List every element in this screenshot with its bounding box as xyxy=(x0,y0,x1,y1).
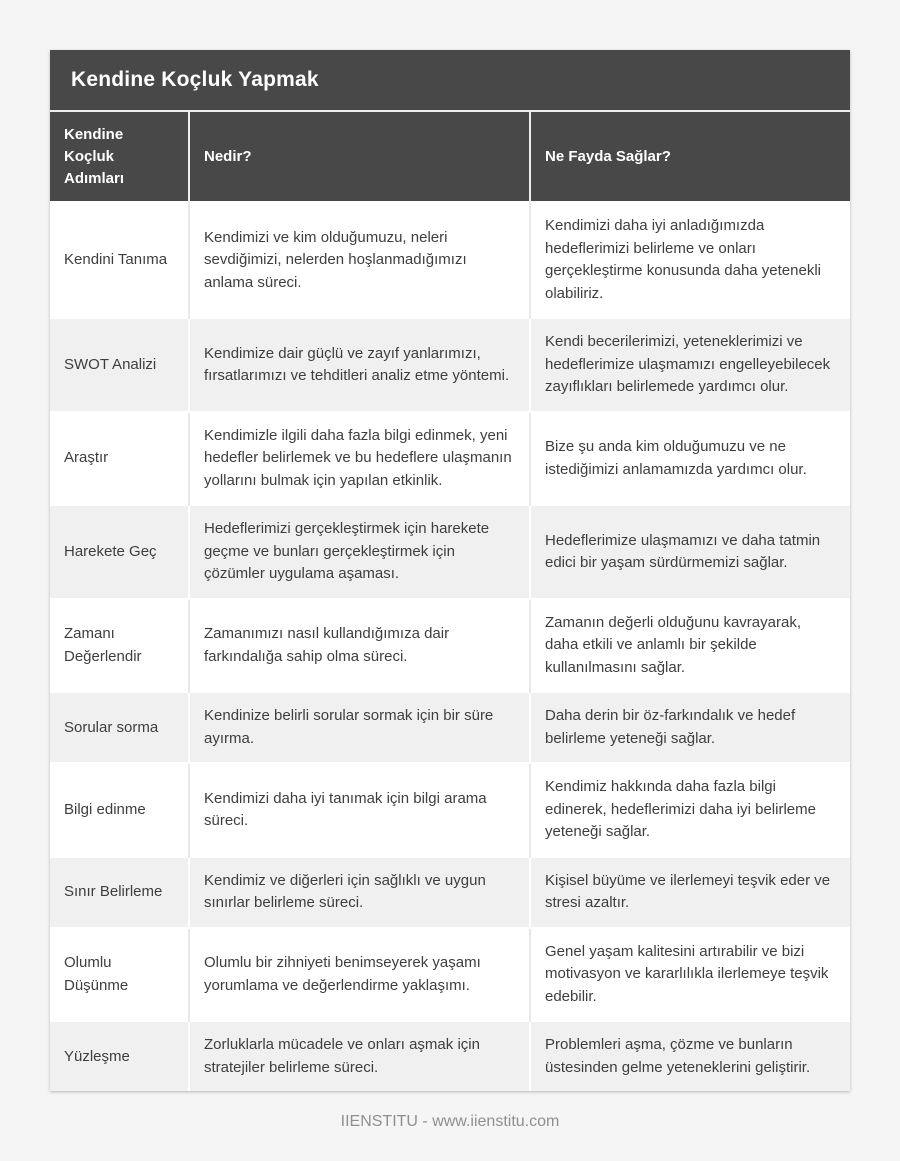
column-header-steps: Kendine Koçluk Adımları xyxy=(50,112,189,202)
step-cell: Zamanı Değerlendir xyxy=(50,599,189,693)
table-row xyxy=(50,1021,850,1091)
step-cell: Kendini Tanıma xyxy=(50,202,189,318)
benefit-cell: Hedeflerimize ulaşmamızı ve daha tatmin edici bir yaşam sürdürmemizi sağlar. xyxy=(530,505,850,599)
benefit-cell: Problemleri aşma, çözme ve bunların üstesinden gelme yeteneklerini geliştirir. xyxy=(530,1021,850,1091)
definition-cell: Kendimiz ve diğerleri için sağlıklı ve uygun sınırlar belirleme süreci. xyxy=(189,857,530,928)
definition-cell: Zorluklarla mücadele ve onları aşmak için stratejiler belirleme süreci. xyxy=(189,1021,530,1091)
step-cell: Harekete Geç xyxy=(50,505,189,599)
definition-cell: Kendimizi ve kim olduğumuzu, neleri sevdiğimizi, nelerden hoşlanmadığımızı anlama süreci. xyxy=(189,202,530,318)
table-row xyxy=(50,318,850,412)
step-cell: SWOT Analizi xyxy=(50,318,189,412)
table-row xyxy=(50,692,850,763)
step-cell: Yüzleşme xyxy=(50,1021,189,1091)
step-cell: Bilgi edinme xyxy=(50,763,189,857)
table-row xyxy=(50,763,850,857)
definition-cell: Kendinize belirli sorular sormak için bir süre ayırma. xyxy=(189,692,530,763)
benefit-cell: Kişisel büyüme ve ilerlemeyi teşvik eder ve stresi azaltır. xyxy=(530,857,850,928)
table-body xyxy=(50,202,850,1091)
table-row xyxy=(50,857,850,928)
definition-cell: Olumlu bir zihniyeti benimseyerek yaşamı yorumlama ve değerlendirme yaklaşımı. xyxy=(189,928,530,1022)
benefit-cell: Genel yaşam kalitesini artırabilir ve bizi motivasyon ve kararlılıkla ilerlemeye teşvik edebilir. xyxy=(530,928,850,1022)
table-row xyxy=(50,202,850,318)
step-cell: Sınır Belirleme xyxy=(50,857,189,928)
table-row xyxy=(50,412,850,506)
definition-cell: Hedeflerimizi gerçekleştirmek için harekete geçme ve bunları gerçekleştirmek için çözümler uygulama aşaması. xyxy=(189,505,530,599)
benefit-cell: Kendi becerilerimizi, yeteneklerimizi ve hedeflerimize ulaşmamızı engelleyebilecek zayıflıkları belirlemede yardımcı olur. xyxy=(530,318,850,412)
column-header-benefit: Ne Fayda Sağlar? xyxy=(530,112,850,202)
footer-credit: IIENSTITU - www.iienstitu.com xyxy=(340,1113,560,1131)
column-header-what: Nedir? xyxy=(189,112,530,202)
benefit-cell: Kendimizi daha iyi anladığımızda hedeflerimizi belirleme ve onları gerçekleştirme konusunda daha yetenekli olabiliriz. xyxy=(530,202,850,318)
table-header xyxy=(50,112,850,202)
definition-cell: Kendimize dair güçlü ve zayıf yanlarımızı, fırsatlarımızı ve tehditleri analiz etme yöntemi. xyxy=(189,318,530,412)
definition-cell: Kendimizi daha iyi tanımak için bilgi arama süreci. xyxy=(189,763,530,857)
benefit-cell: Bize şu anda kim olduğumuzu ve ne istediğimizi anlamamızda yardımcı olur. xyxy=(530,412,850,506)
step-cell: Araştır xyxy=(50,412,189,506)
page-title: Kendine Koçluk Yapmak xyxy=(50,50,850,112)
table-row xyxy=(50,599,850,693)
definition-cell: Kendimizle ilgili daha fazla bilgi edinmek, yeni hedefler belirlemek ve bu hedeflere ulaşmanın yollarını bulmak için yapılan etkinlik. xyxy=(189,412,530,506)
table-row xyxy=(50,928,850,1022)
definition-cell: Zamanımızı nasıl kullandığımıza dair farkındalığa sahip olma süreci. xyxy=(189,599,530,693)
step-cell: Olumlu Düşünme xyxy=(50,928,189,1022)
benefit-cell: Daha derin bir öz-farkındalık ve hedef belirleme yeteneği sağlar. xyxy=(530,692,850,763)
table-row xyxy=(50,505,850,599)
benefit-cell: Kendimiz hakkında daha fazla bilgi edinerek, hedeflerimizi daha iyi belirleme yeteneği sağlar. xyxy=(530,763,850,857)
coaching-steps-table xyxy=(50,112,850,1091)
step-cell: Sorular sorma xyxy=(50,692,189,763)
coaching-table-card xyxy=(50,50,850,1091)
header-row xyxy=(50,112,850,202)
benefit-cell: Zamanın değerli olduğunu kavrayarak, daha etkili ve anlamlı bir şekilde kullanılmasını sağlar. xyxy=(530,599,850,693)
